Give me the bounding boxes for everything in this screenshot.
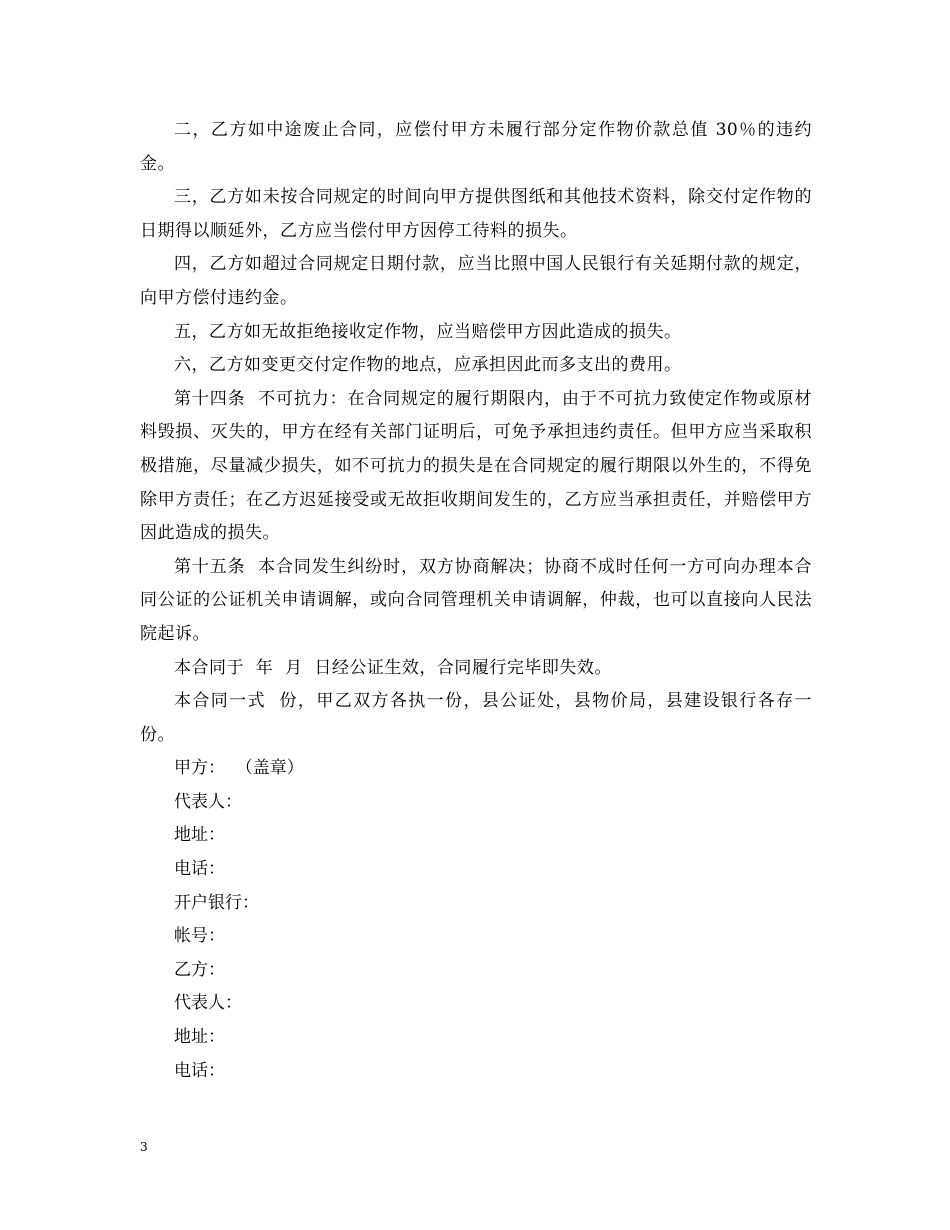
clause-paragraph: 六，乙方如变更交付定作物的地点，应承担因此而多支出的费用。: [174, 355, 682, 376]
clause-paragraph: 四，乙方如超过合同规定日期付款，应当比照中国人民银行有关延期付款的规定，向甲方偿付违约金。: [140, 254, 812, 308]
party-a-representative-field: 代表人：: [174, 791, 242, 812]
party-a-bank-field: 开户银行：: [174, 892, 259, 913]
page-number: 3: [140, 1140, 148, 1154]
clause-paragraph: 第十四条 不可抗力：在合同规定的履行期限内，由于不可抗力致使定作物或原材料毁损、灭失的，甲方在经有关部门证明后，可免予承担违约责任。但甲方应当采取积极措施，尽量减少损失，如不可抗力的损失是在合同规定的履行期限以外生的，不得免除甲方责任；在乙方迟延接受或无故拒收期间发生的，乙方应当承担责任，并赔偿甲方因此造成的损失。: [140, 388, 812, 544]
party-b-field: 乙方：: [174, 959, 225, 980]
clause-paragraph: 五，乙方如无故拒绝接收定作物，应当赔偿甲方因此造成的损失。: [174, 321, 682, 342]
party-b-phone-field: 电话：: [174, 1060, 225, 1081]
clause-paragraph: 本合同于 年 月 日经公证生效，合同履行完毕即失效。: [174, 657, 612, 678]
document-body: [140, 114, 812, 1088]
party-b-representative-field: 代表人：: [174, 993, 242, 1014]
clause-paragraph: 第十五条 本合同发生纠纷时，双方协商解决；协商不成时任何一方可向办理本合同公证的公证机关申请调解，或向合同管理机关申请调解，仲裁，也可以直接向人民法院起诉。: [140, 556, 812, 644]
party-a-address-field: 地址：: [174, 825, 225, 846]
clause-paragraph: 本合同一式 份，甲乙双方各执一份，县公证处，县物价局，县建设银行各存一份。: [140, 691, 812, 745]
clause-paragraph: 三，乙方如未按合同规定的时间向甲方提供图纸和其他技术资料，除交付定作物的日期得以顺延外，乙方应当偿付甲方因停工待料的损失。: [140, 187, 812, 241]
party-a-seal-field: 甲方： （盖章）: [174, 758, 304, 779]
party-a-account-field: 帐号：: [174, 926, 225, 947]
party-a-phone-field: 电话：: [174, 859, 225, 880]
clause-paragraph: 二，乙方如中途废止合同，应偿付甲方未履行部分定作物价款总值 30％的违约金。: [140, 120, 812, 174]
party-b-address-field: 地址：: [174, 1027, 225, 1048]
